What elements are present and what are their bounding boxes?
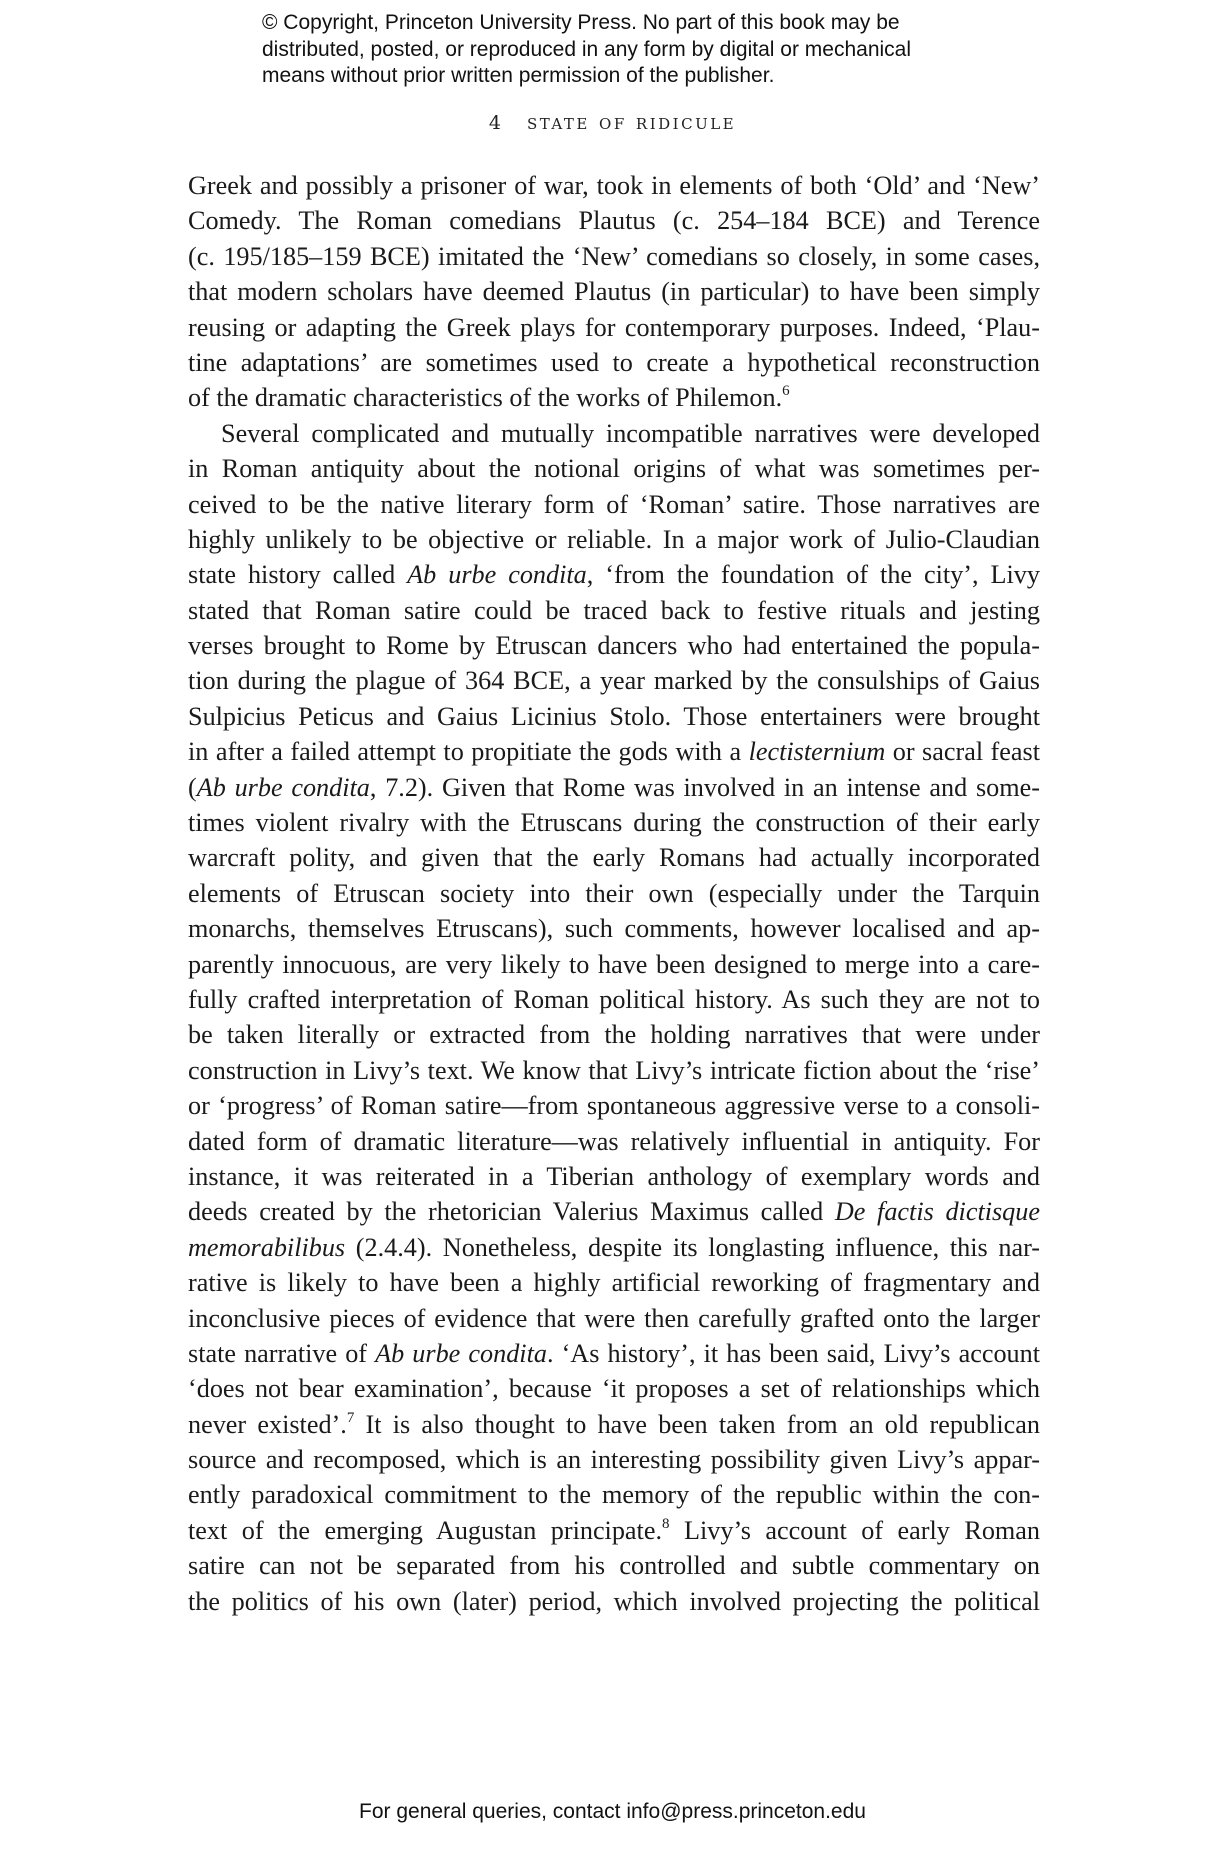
- text-line: Several complicated and mutually incompatible narratives were developed: [221, 418, 1040, 448]
- italic-title: De factis dictisque: [834, 1197, 1040, 1227]
- text-line: warcraft polity, and given that the early Romans had actually incorporated: [188, 843, 1040, 873]
- text-run: Livy’s account of early Roman: [669, 1515, 1040, 1545]
- text-line: (c. 195/185–159 BCE) imitated the ‘New’ comedians so closely, in some cases,: [188, 241, 1040, 271]
- text-line: [188, 380, 1040, 415]
- text-line: be taken literally or extracted from the holding narratives that were under: [188, 1020, 1040, 1050]
- text-line: verses brought to Rome by Etruscan dancers who had entertained the popula-: [188, 631, 1040, 661]
- text-run: , 7.2). Given that Rome was involved in an intense and some-: [369, 772, 1040, 802]
- text-run: or sacral feast: [885, 737, 1040, 767]
- italic-title: Ab urbe condita: [196, 772, 370, 802]
- text-line: tion during the plague of 364 BCE, a year marked by the consulships of Gaius: [188, 666, 1040, 696]
- text-line: [188, 1513, 1040, 1548]
- paragraph: [188, 168, 1040, 416]
- text-line: tine adaptations’ are sometimes used to create a hypothetical reconstruction: [188, 347, 1040, 377]
- text-run: . ‘As history’, it has been said, Livy’s account: [546, 1338, 1041, 1368]
- text-run: state narrative of: [188, 1338, 376, 1368]
- text-line: dated form of dramatic literature—was relatively influential in antiquity. For: [188, 1126, 1040, 1156]
- text-run: (2.4.4). Nonetheless, despite its longlasting influence, this nar-: [345, 1232, 1040, 1262]
- text-line: [188, 734, 1040, 769]
- text-line: rative is likely to have been a highly artificial reworking of fragmentary and: [188, 1268, 1040, 1298]
- text-line: Comedy. The Roman comedians Plautus (c. 254–184 BCE) and Terence: [188, 206, 1040, 236]
- text-line: reusing or adapting the Greek plays for contemporary purposes. Indeed, ‘Plau-: [188, 312, 1040, 342]
- text-line: [188, 770, 1040, 805]
- paragraph: [188, 416, 1040, 1619]
- text-line: elements of Etruscan society into their own (especially under the Tarquin: [188, 878, 1040, 908]
- text-line: parently innocuous, are very likely to have been designed to merge into a care-: [188, 949, 1040, 979]
- text-line: [188, 1230, 1040, 1265]
- text-line: construction in Livy’s text. We know that Livy’s intricate fiction about the ‘rise’: [188, 1055, 1040, 1085]
- page-number: 4: [488, 112, 501, 134]
- text-line: [188, 1194, 1040, 1229]
- text-line: stated that Roman satire could be traced back to festive rituals and jesting: [188, 595, 1040, 625]
- italic-term: lectisternium: [748, 737, 886, 767]
- copyright-line: © Copyright, Princeton University Press. No part of this book may be: [262, 11, 900, 34]
- italic-title: Ab urbe condita: [407, 560, 587, 590]
- text-line: ceived to be the native literary form of ‘Roman’ satire. Those narratives are: [188, 489, 1040, 519]
- running-head: [0, 110, 1225, 134]
- copyright-line: means without prior written permission of the publisher.: [262, 64, 775, 87]
- text-run: in after a failed attempt to propitiate the gods with a: [188, 737, 749, 767]
- text-line: ‘does not bear examination’, because ‘it proposes a set of relationships which: [188, 1374, 1040, 1404]
- text-line: inconclusive pieces of evidence that were then carefully grafted onto the larger: [188, 1303, 1040, 1333]
- text-run: deeds created by the rhetorician Valerius Maximus called: [188, 1197, 835, 1227]
- text-run: never existed’.: [188, 1409, 347, 1439]
- text-run: , ‘from the foundation of the city’, Livy: [586, 560, 1040, 590]
- text-line: monarchs, themselves Etruscans), such comments, however localised and ap-: [188, 914, 1040, 944]
- footer-contact: For general queries, contact info@press.princeton.edu: [359, 1800, 866, 1823]
- text-line: [188, 1407, 1040, 1442]
- text-line: instance, it was reiterated in a Tiberian anthology of exemplary words and: [188, 1161, 1040, 1191]
- text-run: text of the emerging Augustan principate.: [188, 1515, 663, 1545]
- text-line: or ‘progress’ of Roman satire—from spontaneous aggressive verse to a consoli-: [188, 1091, 1040, 1121]
- text-line: times violent rivalry with the Etruscans during the construction of their early: [188, 808, 1040, 838]
- text-run: (: [188, 772, 197, 802]
- text-line: ently paradoxical commitment to the memory of the republic within the con-: [188, 1480, 1040, 1510]
- text-line: [188, 1336, 1040, 1371]
- body-text: [188, 168, 1040, 1619]
- copyright-line: distributed, posted, or reproduced in any form by digital or mechanical: [262, 37, 912, 61]
- italic-title: Ab urbe condita: [375, 1338, 547, 1368]
- footnote-ref: 8: [662, 1515, 670, 1532]
- footnote-ref: 6: [782, 383, 790, 400]
- footnote-ref: 7: [346, 1409, 355, 1426]
- running-title: state of ridicule: [526, 110, 737, 134]
- text-line: source and recomposed, which is an interesting possibility given Livy’s appar-: [188, 1445, 1040, 1475]
- italic-title: memorabilibus: [188, 1232, 346, 1262]
- text-line: the politics of his own (later) period, which involved projecting the political: [188, 1586, 1040, 1616]
- text-line: fully crafted interpretation of Roman political history. As such they are not to: [188, 984, 1040, 1014]
- text-line: [188, 557, 1040, 592]
- text-line: highly unlikely to be objective or reliable. In a major work of Julio-Claudian: [188, 524, 1040, 554]
- text-line: Greek and possibly a prisoner of war, took in elements of both ‘Old’ and ‘New’: [188, 171, 1040, 200]
- text-line: that modern scholars have deemed Plautus (in particular) to have been simply: [188, 277, 1040, 307]
- text-line: Sulpicius Peticus and Gaius Licinius Stolo. Those entertainers were brought: [188, 701, 1040, 731]
- text-line: in Roman antiquity about the notional origins of what was sometimes per-: [188, 454, 1040, 484]
- text-run: of the dramatic characteristics of the works of Philemon.: [188, 383, 783, 413]
- text-run: state history called: [188, 560, 408, 590]
- text-line: satire can not be separated from his controlled and subtle commentary on: [188, 1551, 1040, 1581]
- copyright-notice: [262, 10, 982, 90]
- text-run: It is also thought to have been taken from an old republican: [354, 1409, 1040, 1439]
